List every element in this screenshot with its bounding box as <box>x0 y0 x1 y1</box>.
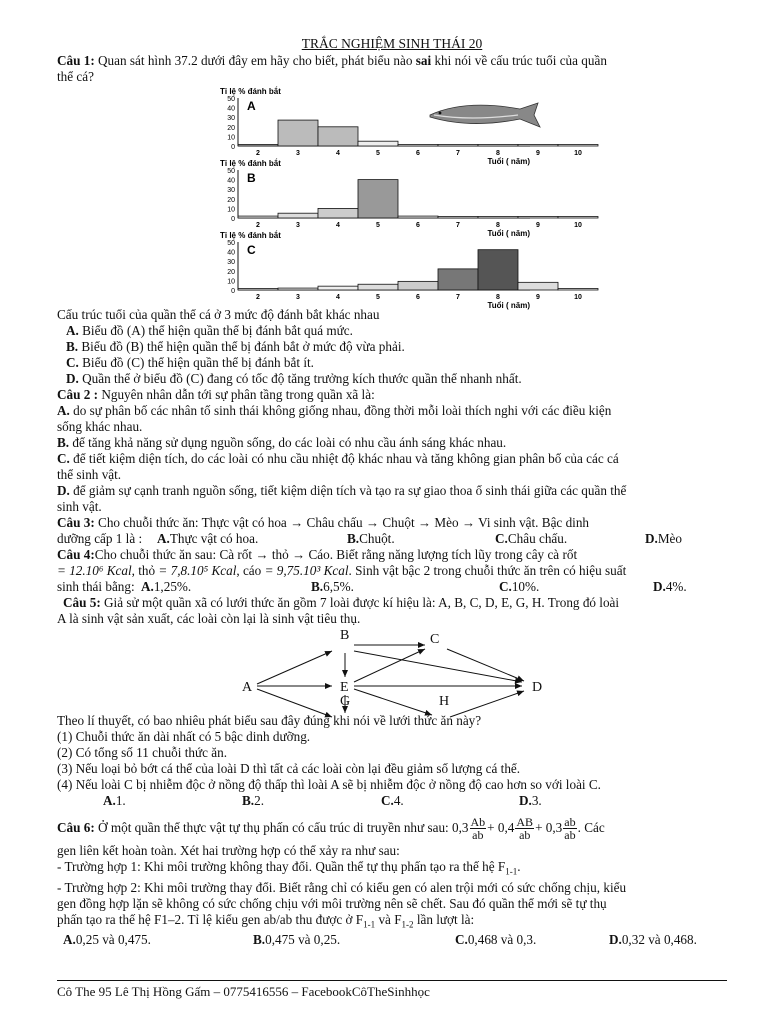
statement: (3) Nếu loại bỏ bớt cá thể của loài D thì tất cả các loài còn lại đều giảm số lượng cá thể. <box>57 761 521 776</box>
chart-bar <box>438 217 478 219</box>
chart-ylabel: Tỉ lệ % đánh bắt <box>220 159 281 168</box>
option[interactable]: A.Thực vật có hoa. <box>157 531 259 546</box>
chart-xtick: 5 <box>376 294 380 301</box>
age-structure-charts <box>220 85 582 310</box>
chart-ytick: 50 <box>227 168 235 175</box>
chart-ytick: 0 <box>231 288 235 295</box>
chart-xtick: 4 <box>336 294 340 301</box>
chart-xtick: 2 <box>256 150 260 157</box>
chart-ytick: 30 <box>227 259 235 267</box>
chart-bar <box>518 145 558 147</box>
option[interactable]: D.3. <box>519 793 542 808</box>
chart-bar <box>238 145 278 147</box>
option[interactable]: B. Biểu đồ (B) thể hiện quần thể bị đánh bắt ở mức độ vừa phải. <box>66 339 405 354</box>
question-6: Câu 6: Ở một quần thể thực vật tự thụ phấn có cấu trúc di truyền như sau: 0,3 $\frac{Ab}{ab}$ + 0,4 $\frac{AB}{ab}$ + 0,3 $\frac{ab}{ab}$ . Các gen liên kết hoàn toàn. Xét hai trường hợp có thể xảy ra như sau: - Trường hợp 1: Khi môi trường không thay đổi. Quần thể tự thụ phấn tạo ra thế hệ $F_{1-1}$. - Trường hợp 2: Khi môi trường thay đổi. Biết rằng chỉ có kiểu gen có alen trội mới có sức chống chịu, kiểu gen đồng hợp lặn sẽ không có sức chống chịu với môi trường nên sẽ chết. Sau đó quần thể mới sẽ tự thụ phấn tạo ra thế hệ F1–2. Tỉ lệ kiểu gen ab/ab thu được ở $F_{1-1}$ và $F_{1-2}$ lần lượt là: A.0,25 và 0,475. B.0,475 và 0,25. C.0,468 và 0,3. D.0,32 và 0,468. <box>57 815 697 948</box>
chart-bar <box>558 145 598 147</box>
chart-bar <box>318 286 358 290</box>
energy-fox: = 9,75.10³ Kcal <box>264 563 349 578</box>
genotype-fraction: $\frac{AB}{ab}$ <box>516 815 534 843</box>
chart-bar <box>438 269 478 290</box>
genotype-fraction: $\frac{ab}{ab}$ <box>564 815 576 843</box>
chart-bar <box>318 127 358 146</box>
option[interactable]: C.Châu chấu. <box>495 531 568 546</box>
chart-bar <box>238 289 278 291</box>
chart-panel-label: A <box>247 99 256 113</box>
chart-panel-label: C <box>247 243 256 257</box>
node-D: D <box>532 680 543 695</box>
option[interactable]: D.Mèo <box>645 531 683 546</box>
option[interactable]: B.6,5%. <box>311 579 354 594</box>
question-1: Câu 1: Quan sát hình 37.2 dưới đây em hãy cho biết, phát biểu nào sai khi nói về cấu trúc tuổi của quần thể cá? Tỉ lệ % đánh bắt A 50 40 30 20 10 0 2 3 4 5 6 7 8 9 10 Tuổi ( năm) Tỉ lệ % đánh bắt B 50 40 30 20 10 0 2 3 4 5 6 7 8 9 10 Tuổi ( năm) Tỉ lệ % đánh bắt C 50 40 30 20 10 0 2 3 4 5 6 7 8 9 10 Tuổi ( năm) Cấu trúc tuổi của quần thể cá ở 3 mức độ đánh bắt khác nhau A. Biểu đồ (A) thể hiện quần thể bị đánh bắt quá mức. B. Biểu đồ (B) thể hiện quần thể bị đánh bắt ở mức độ vừa phải. C. Biểu đồ (C) thể hiện quần thể bị đánh bắt ít. D. Quần thể ở biểu đồ (C) đang có tốc độ tăng trưởng kích thước quần thể nhanh nhất. <box>57 53 727 387</box>
chart-ytick: 50 <box>227 96 235 103</box>
option[interactable]: D. Quần thể ở biểu đồ (C) đang có tốc độ tăng trưởng kích thước quần thể nhanh nhất. <box>66 371 522 386</box>
option[interactable]: D.0,32 và 0,468. <box>609 932 697 948</box>
age-structure-svg <box>220 85 582 310</box>
chart-bar <box>438 145 478 147</box>
option[interactable]: C.4. <box>381 793 404 808</box>
option[interactable]: A. do sự phân bố các nhân tố sinh thái không giống nhau, đồng thời mỗi loài thích nghi với các điều kiện sống khác nhau. <box>57 403 612 434</box>
chart-ytick: 40 <box>227 177 235 185</box>
chart-bar <box>518 217 558 219</box>
chart-bar <box>478 217 518 219</box>
chart-ytick: 50 <box>227 240 235 247</box>
option[interactable]: C. để tiết kiệm diện tích, do các loài có nhu cầu nhiệt độ khác nhau và tăng không gian phân bố của các cá thể sinh vật. <box>57 451 619 482</box>
question-label: Câu 6: <box>57 820 95 835</box>
chart-xtick: 5 <box>376 222 380 229</box>
chart-bar <box>558 289 598 291</box>
option[interactable]: A.0,25 và 0,475. <box>63 932 151 948</box>
chart-xtick: 2 <box>256 222 260 229</box>
chart-xtick: 10 <box>574 150 582 157</box>
question-3: Câu 3: Cho chuỗi thức ăn: Thực vật có hoa → Châu chấu → Chuột → Mèo → Vi sinh vật. Bậc dinh dưỡng cấp 1 là : <box>57 515 590 546</box>
fish-illustration <box>430 103 540 127</box>
chart-xtick: 9 <box>536 294 540 301</box>
footer: Cô The 95 Lê Thị Hồng Gấm – 0775416556 – FacebookCôTheSinhhọc <box>57 980 727 1000</box>
chart-ytick: 0 <box>231 216 235 223</box>
energy-rabbit: = 7,8.10⁵ Kcal <box>158 563 237 578</box>
chart-ytick: 30 <box>227 115 235 123</box>
chart-xtick: 9 <box>536 222 540 229</box>
chart-bar <box>238 216 278 218</box>
chart-bar <box>358 180 398 218</box>
chart-bar <box>358 284 398 290</box>
chart-bar <box>318 208 358 218</box>
chart-xtick: 8 <box>496 294 500 301</box>
chart-ytick: 10 <box>227 134 235 142</box>
chart-xtick: 4 <box>336 222 340 229</box>
chart-ytick: 20 <box>227 124 235 132</box>
chart-xtick: 8 <box>496 222 500 229</box>
chart-xtick: 9 <box>536 150 540 157</box>
chart-xtick: 7 <box>456 150 460 157</box>
chart-xlabel: Tuổi ( năm) <box>487 229 530 238</box>
node-E: E <box>340 680 349 695</box>
chart-bar <box>478 250 518 290</box>
chart-bar <box>278 288 318 290</box>
statement: (1) Chuỗi thức ăn dài nhất có 5 bậc dinh dưỡng. <box>57 729 311 744</box>
worksheet <box>57 36 727 948</box>
chart-ytick: 40 <box>227 105 235 113</box>
genotype-fraction: $\frac{Ab}{ab}$ <box>470 815 486 843</box>
chart-caption: Cấu trúc tuổi của quần thể cá ở 3 mức độ đánh bắt khác nhau <box>57 307 380 322</box>
chart-xlabel: Tuổi ( năm) <box>487 301 530 310</box>
question-label: Câu 5: <box>63 595 101 610</box>
chart-xtick: 7 <box>456 294 460 301</box>
chart-xtick: 3 <box>296 150 300 157</box>
node-A: A <box>242 680 253 695</box>
chart-xtick: 5 <box>376 150 380 157</box>
chart-bar <box>398 145 438 147</box>
chart-bar <box>518 282 558 290</box>
page-title: TRẮC NGHIỆM SINH THÁI 20 <box>301 36 483 51</box>
option[interactable]: D.4%. <box>653 579 687 594</box>
node-C: C <box>430 632 440 647</box>
chart-ylabel: Tỉ lệ % đánh bắt <box>220 87 281 96</box>
chart-bar <box>398 281 438 290</box>
chart-xtick: 6 <box>416 222 420 229</box>
chart-ytick: 30 <box>227 187 235 195</box>
chart-xtick: 7 <box>456 222 460 229</box>
chart-bar <box>278 120 318 146</box>
chart-xtick: 8 <box>496 150 500 157</box>
option[interactable]: B.0,475 và 0,25. <box>253 932 341 948</box>
chart-ytick: 0 <box>231 144 235 151</box>
question-label: Câu 1: <box>57 53 95 68</box>
question-2: Câu 2 : Nguyên nhân dẫn tới sự phân tầng trong quần xã là: A. do sự phân bố các nhân tố sinh thái không giống nhau, đồng thời mỗi loài thích nghi với các điều kiện sống khác nhau. B. để tăng khả năng sử dụng nguồn sống, do các loài có nhu cầu ánh sáng khác nhau. C. để tiết kiệm diện tích, do các loài có nhu cầu nhiệt độ khác nhau và tăng không gian phân bố của các cá thể sinh vật. D. để giảm sự cạnh tranh nguồn sống, tiết kiệm diện tích và tạo ra sự giao thoa ổ sinh thái giữa các quần thể sinh vật. <box>57 387 727 515</box>
chart-ytick: 20 <box>227 268 235 276</box>
chart-xtick: 3 <box>296 222 300 229</box>
option[interactable]: D. để giảm sự cạnh tranh nguồn sống, tiết kiệm diện tích và tạo ra sự giao thoa ổ sinh thái giữa các quần thể sinh vật. <box>57 483 627 514</box>
energy-carrot: = 12.10⁶ Kcal <box>57 563 132 578</box>
chart-ylabel: Tỉ lệ % đánh bắt <box>220 231 281 240</box>
chart-xtick: 6 <box>416 150 420 157</box>
chart-xlabel: Tuổi ( năm) <box>487 157 530 166</box>
chart-ytick: 10 <box>227 206 235 214</box>
chart-xtick: 10 <box>574 222 582 229</box>
question-label: Câu 2 : <box>57 387 99 402</box>
food-web-svg <box>232 627 572 707</box>
option[interactable]: C.10%. <box>499 579 540 594</box>
chart-bar <box>558 217 598 219</box>
node-B: B <box>340 628 350 643</box>
option[interactable]: B.Chuột. <box>347 531 395 546</box>
option[interactable]: C.0,468 và 0,3. <box>455 932 537 948</box>
option[interactable]: A. Biểu đồ (A) thể hiện quần thể bị đánh bắt quá mức. <box>66 323 353 338</box>
option[interactable]: A.1. <box>103 793 126 808</box>
chart-ytick: 40 <box>227 249 235 257</box>
food-web-diagram <box>232 627 572 707</box>
option[interactable]: A.1,25%. <box>141 579 192 594</box>
chart-xtick: 4 <box>336 150 340 157</box>
chart-bar <box>278 213 318 218</box>
statement: (2) Có tổng số 11 chuỗi thức ăn. <box>57 745 228 760</box>
statement: (4) Nếu loài C bị nhiễm độc ở nồng độ thấp thì loài A sẽ bị nhiễm độc ở nồng độ cao hơn so với loài C. <box>57 777 601 792</box>
option[interactable]: B.2. <box>242 793 264 808</box>
option[interactable]: C. Biểu đồ (C) thể hiện quần thể bị đánh bắt ít. <box>66 355 314 370</box>
node-G: G <box>340 694 351 709</box>
chart-xtick: 6 <box>416 294 420 301</box>
chart-xtick: 3 <box>296 294 300 301</box>
chart-bar <box>478 145 518 147</box>
chart-bar <box>398 216 438 218</box>
question-5: Câu 5: Giả sử một quần xã có lưới thức ăn gồm 7 loài được kí hiệu là: A, B, C, D, E, G, H. Trong đó loài A là sinh vật sản xuất, các loài còn lại là sinh vật tiêu thụ. A B C D E G H Theo lí thuyết, có bao nhiêu phát biểu sau đây đúng khi nói về lưới thức ăn này? (1) Chuỗi thức ăn dài nhất có 5 bậc dinh dưỡng. (2) Có tổng số 11 chuỗi thức ăn. (3) Nếu loại bỏ bớt cá thể của loài D thì tất cả các loài còn lại đều giảm số lượng cá thể. (4) Nếu loài C bị nhiễm độc ở nồng độ thấp thì loài A sẽ bị nhiễm độc ở nồng độ cao hơn so với loài C. A.1. B.2. C.4. D.3. <box>57 595 727 809</box>
chart-xtick: 10 <box>574 294 582 301</box>
node-H: H <box>439 694 450 709</box>
question-label: Câu 4: <box>57 547 95 562</box>
chart-ytick: 20 <box>227 196 235 204</box>
question-4: Câu 4:Cho chuỗi thức ăn sau: Cà rốt → thỏ → Cáo. Biết rằng năng lượng tích lũy trong cây cà rốt = 12.10⁶ Kcal, thỏ = 7,8.10⁵ Kcal, cáo = 9,75.10³ Kcal. Sinh vật bậc 2 trong chuỗi thức ăn trên có hiệu suất sinh thái bằng: <box>57 547 627 594</box>
chart-bar <box>358 141 398 146</box>
chart-panel-label: B <box>247 171 256 185</box>
question-label: Câu 3: <box>57 515 95 530</box>
chart-ytick: 10 <box>227 278 235 286</box>
option[interactable]: B. để tăng khả năng sử dụng nguồn sống, do các loài có nhu cầu ánh sáng khác nhau. <box>57 435 507 450</box>
chart-xtick: 2 <box>256 294 260 301</box>
